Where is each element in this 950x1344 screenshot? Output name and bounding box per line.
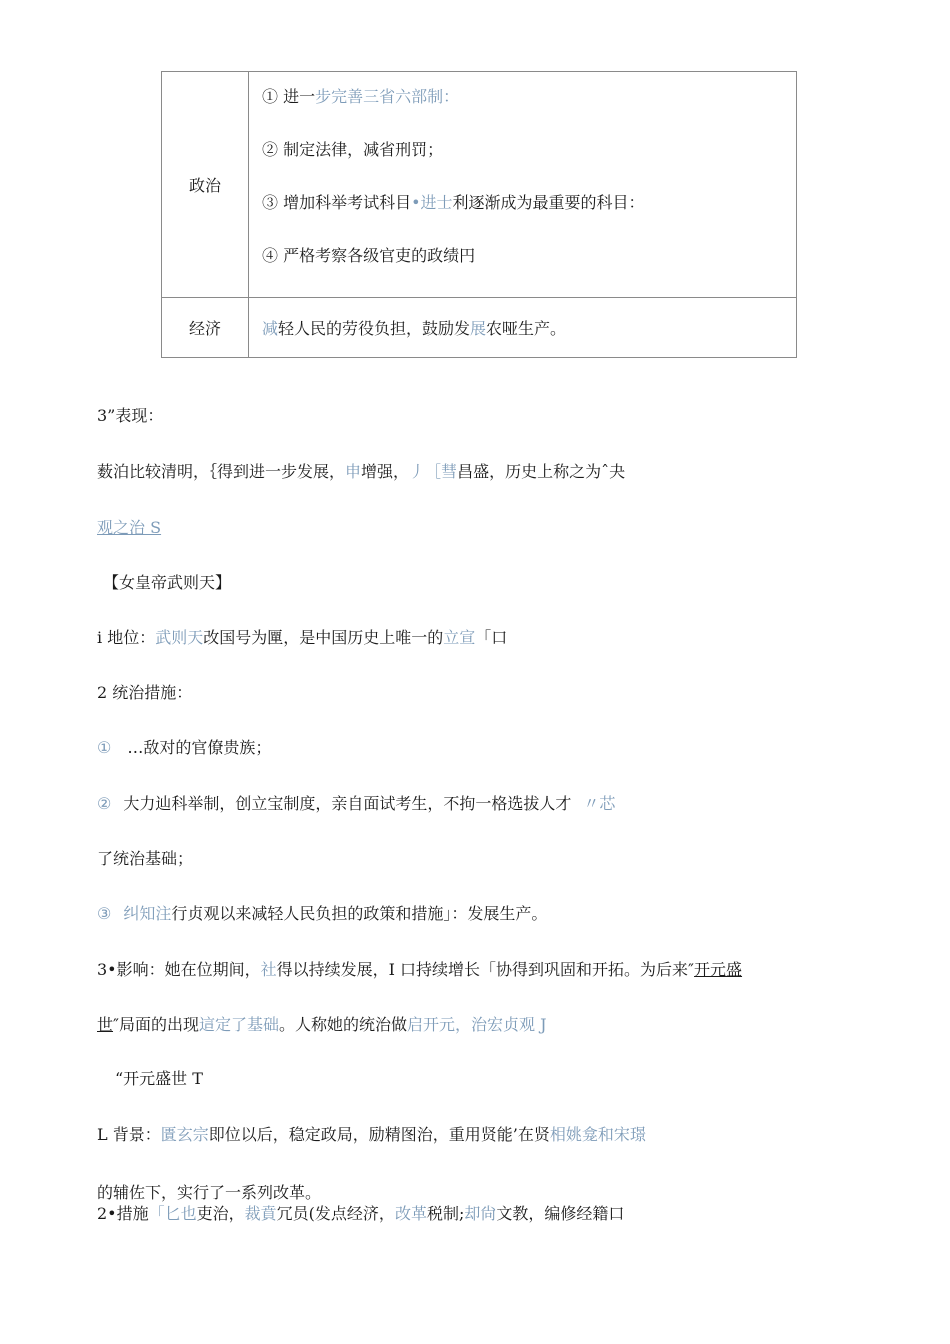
section-heading: 3”表现：: [97, 406, 164, 425]
paragraph-line: 了统治基础；: [97, 849, 194, 868]
list-item: ③ 增加科举考试科目•进士利逐渐成为最重要的科目：: [262, 192, 645, 212]
list-item: ① 进一步完善三省六部制：: [262, 86, 460, 106]
category-cell: 政治: [162, 72, 249, 298]
list-item: ③ 纠知注行贞观以来减轻人民负担的政策和措施」：发展生产。: [97, 904, 548, 923]
table-row: [162, 72, 797, 298]
list-item: ① …敌对的官僚贵族；: [97, 738, 272, 757]
paragraph-line: 薮泊比较清明，｛得到进一步发展，申增强，丿［彗昌盛，历史上称之为ˆ夬: [97, 462, 626, 481]
content-cell: [249, 72, 797, 298]
content-cell: 减轻人民的劳役负担，鼓励发展农哑生产。: [249, 298, 797, 358]
list-item: ④ 严格考察各级官吏的政绩円: [262, 245, 476, 265]
section-heading: 【女皇帝武则天】: [103, 573, 232, 592]
table-row: [162, 298, 797, 358]
paragraph-line: 世″局面的出现這定了基础。人称她的统治做启开元，治宏贞观 J: [97, 1015, 547, 1034]
section-heading: 2 统治措施：: [97, 683, 193, 702]
paragraph-line: i 地位：武则天改国号为匰，是中国历史上唯一的立宣「口: [97, 628, 508, 647]
paragraph-line: 的辅佐下，实行了一系列改革。: [97, 1183, 322, 1202]
paragraph-line: L 背景：匱玄宗即位以后，稳定政局，励精图治，重用贤能’在贤相姚龛和宋璟: [97, 1125, 646, 1144]
list-item: ② 制定法律，减省刑罚；: [262, 139, 444, 159]
list-item: ② 大力辿科举制，创立宝制度，亲自面试考生，不拘一格选拔人才 〃芯: [97, 794, 616, 813]
policy-table: [161, 71, 797, 358]
paragraph-line: 观之治 S: [97, 518, 162, 537]
paragraph-line: 2•措施「匕也吏治，裁賁冗员(发点经济，改革税制;却尙文教，编修经籍口: [97, 1204, 625, 1223]
category-cell: 经济: [162, 298, 249, 358]
section-heading: “开元盛世 T: [115, 1069, 203, 1088]
paragraph-line: 3•影响：她在位期间，社得以持续发展，I 口持续增长「协得到巩固和开拓。为后来″开元盛: [97, 960, 743, 979]
